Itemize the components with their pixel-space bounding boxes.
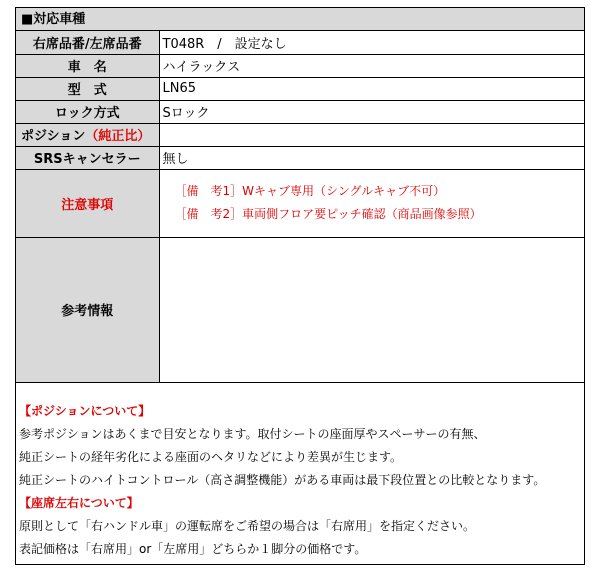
lock-type-label: ロック方式 (16, 100, 159, 123)
part-number-label: 右席品番/左席品番 (16, 31, 159, 54)
table-row (16, 77, 584, 100)
table-row (16, 54, 584, 77)
spec-table (16, 31, 584, 383)
model-value: LN65 (159, 77, 584, 100)
srs-canceller-value: 無し (159, 146, 584, 169)
section-title: ■対応車種 (16, 8, 584, 31)
position-note-line-2: 純正シートの経年劣化による座面のヘタリなどにより差異が生じます。 (19, 450, 403, 464)
table-row (16, 169, 584, 237)
notes-section (16, 400, 584, 561)
seat-side-note-line-2: 表記価格は「右席用」or「左席用」どちらか１脚分の価格です。 (19, 542, 367, 556)
position-note-line-1: 参考ポジションはあくまで目安となります。取付シートの座面厚やスペーサーの有無、 (19, 427, 486, 441)
vehicle-spec-sheet (15, 7, 585, 565)
caution-label: 注意事項 (16, 169, 159, 237)
position-note-line-3: 純正シートのハイトコントロール（高さ調整機能）がある車両は最下段位置との比較となります。 (19, 473, 546, 487)
table-row (16, 123, 584, 146)
position-label (16, 123, 159, 146)
position-notes-heading: 【ポジションについて】 (19, 404, 151, 418)
reference-value (159, 237, 584, 382)
seat-side-notes-heading: 【座席左右について】 (19, 496, 139, 510)
seat-side-note-line-1: 原則として「右ハンドル車」の運転席をご希望の場合は「右席用」を指定ください。 (19, 519, 476, 533)
srs-canceller-label: SRSキャンセラー (16, 146, 159, 169)
table-row (16, 146, 584, 169)
table-row (16, 237, 584, 382)
lock-type-value: Sロック (159, 100, 584, 123)
position-label-main: ポジション (21, 129, 86, 144)
model-label: 型 式 (16, 77, 159, 100)
part-number-value: T048R / 設定なし (159, 31, 584, 54)
table-row (16, 31, 584, 54)
table-row (16, 100, 584, 123)
caution-line-2: ［備 考2］車両側フロア要ピッチ確認（商品画像参照） (174, 207, 482, 221)
position-value (159, 123, 584, 146)
caution-value (159, 169, 584, 237)
car-name-label: 車 名 (16, 54, 159, 77)
reference-label: 参考情報 (16, 237, 159, 382)
car-name-value: ハイラックス (159, 54, 584, 77)
caution-line-1: ［備 考1］Wキャブ専用（シングルキャブ不可） (174, 184, 446, 198)
position-label-sub: （純正比） (85, 129, 151, 144)
